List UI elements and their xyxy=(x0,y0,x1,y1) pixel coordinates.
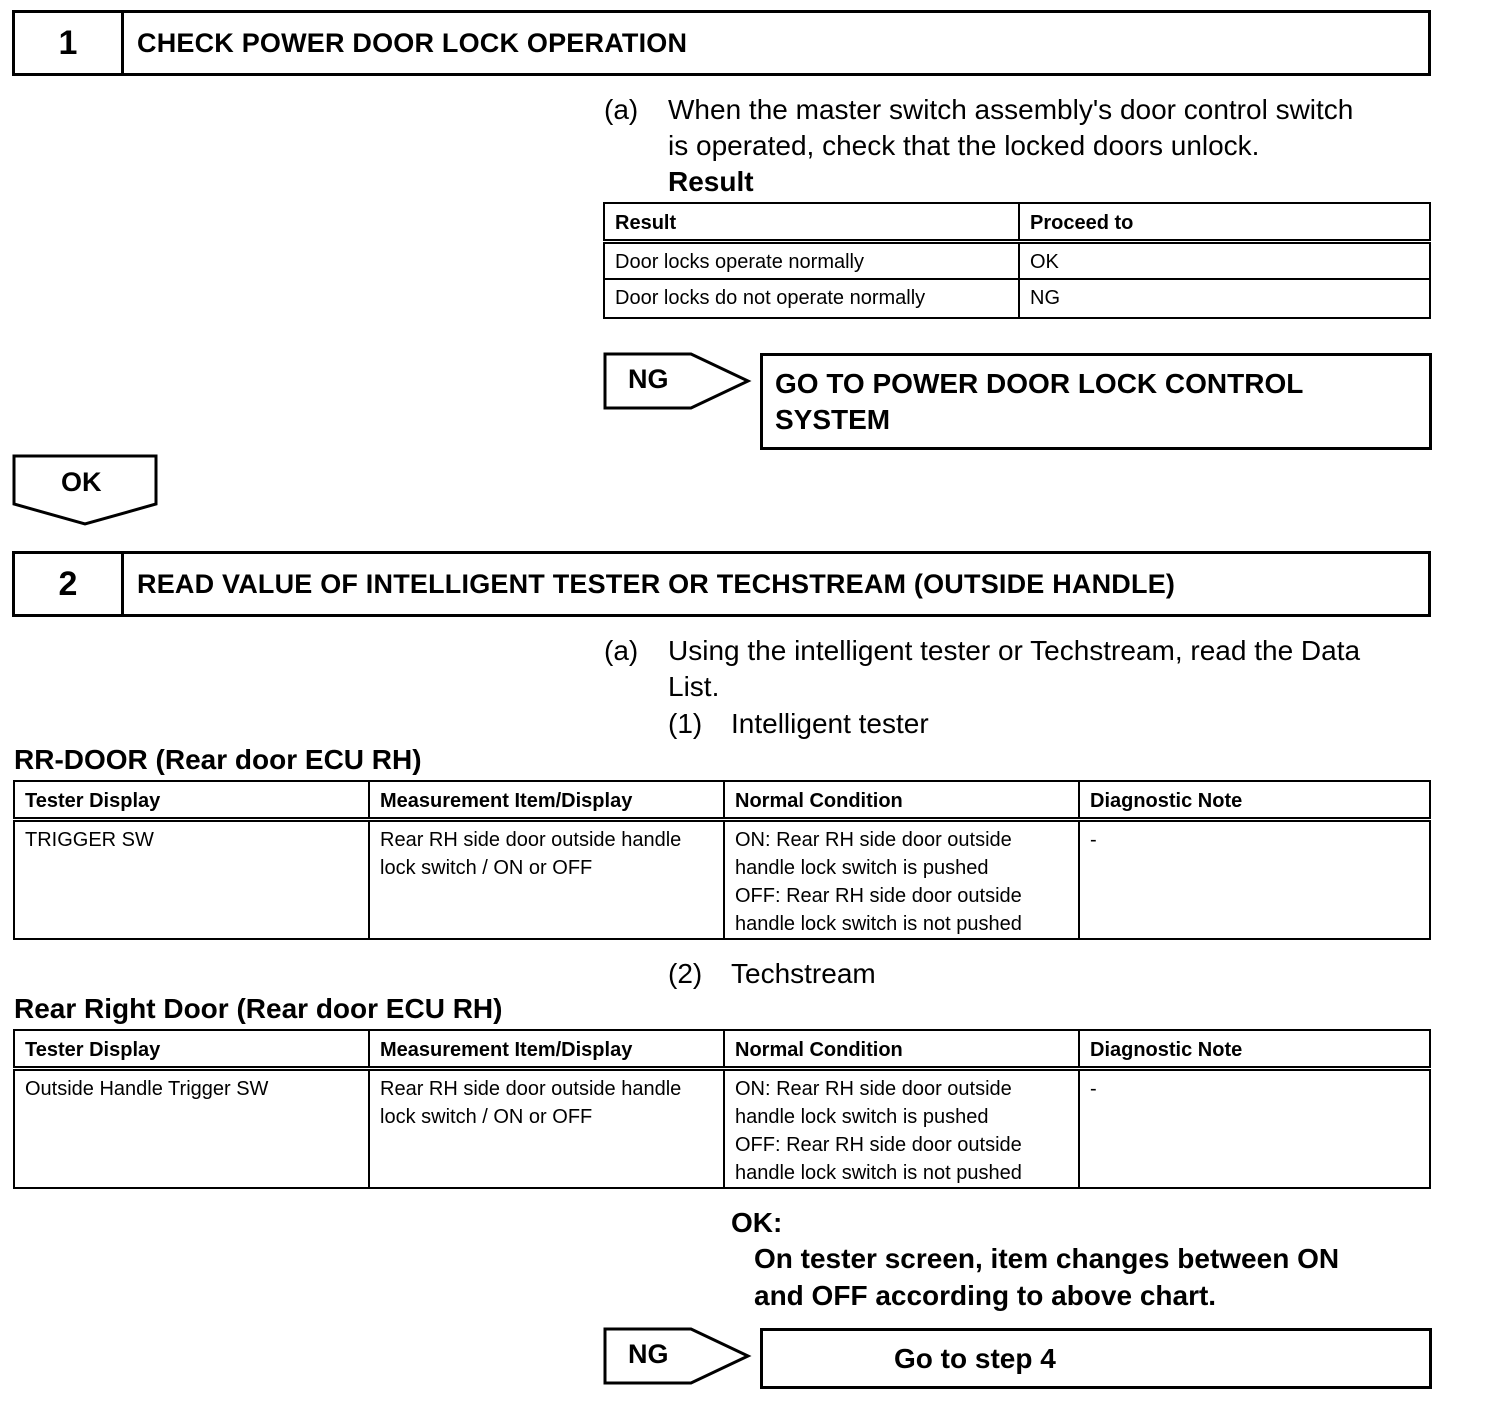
table-row xyxy=(14,819,1430,939)
step2-para-a-marker: (a) xyxy=(604,635,639,666)
diagnostic-note-header: Diagnostic Note xyxy=(1079,781,1430,819)
result-col-header: Result xyxy=(604,203,1019,241)
proceed-cell: OK xyxy=(1019,241,1430,279)
measurement-item-header: Measurement Item/Display xyxy=(369,1030,724,1068)
step2-ng-label: NG xyxy=(628,1339,669,1369)
step1-para-a-line2: is operated, check that the locked doors unlock. xyxy=(668,130,1260,161)
step2-sub2-marker: (2) xyxy=(668,958,703,989)
step1-result-heading: Result xyxy=(668,166,754,197)
table-row xyxy=(604,279,1430,318)
step2-ok-line1: On tester screen, item changes between ON xyxy=(754,1243,1340,1274)
step2-ok-heading: OK: xyxy=(731,1207,783,1238)
ng-arrow-icon xyxy=(603,352,753,410)
measurement-item-cell: Rear RH side door outside handle lock switch / ON or OFF xyxy=(369,1068,724,1188)
tester-display-header: Tester Display xyxy=(14,1030,369,1068)
step2-sub1-text: Intelligent tester xyxy=(731,708,929,739)
step2-sub2-text: Techstream xyxy=(731,958,876,989)
step2-ng-dest-text: Go to step 4 xyxy=(894,1343,1056,1374)
step1-para-a-marker: (a) xyxy=(604,94,639,125)
step1-ng-destination[interactable] xyxy=(760,353,1432,450)
step2-para-a-line2: List. xyxy=(668,671,720,702)
proceed-col-header: Proceed to xyxy=(1019,203,1430,241)
table2-title: Rear Right Door (Rear door ECU RH) xyxy=(14,993,503,1024)
data-list-table-techstream xyxy=(13,1029,1431,1189)
tester-display-cell: TRIGGER SW xyxy=(14,819,369,939)
table-row xyxy=(604,241,1430,279)
step1-title: CHECK POWER DOOR LOCK OPERATION xyxy=(137,27,688,58)
tester-display-cell: Outside Handle Trigger SW xyxy=(14,1068,369,1188)
step2-ng-destination[interactable] xyxy=(760,1328,1432,1389)
result-cell: Door locks operate normally xyxy=(604,241,1019,279)
diagnostic-note-cell: - xyxy=(1079,819,1430,939)
step2-sub1-marker: (1) xyxy=(668,708,703,739)
data-list-table-intelligent-tester xyxy=(13,780,1431,940)
diagnostic-note-cell: - xyxy=(1079,1068,1430,1188)
table1-title: RR-DOOR (Rear door ECU RH) xyxy=(14,744,422,775)
step2-ok-line2: and OFF according to above chart. xyxy=(754,1280,1217,1311)
step1-ng-label: NG xyxy=(628,364,669,394)
ng-arrow-icon xyxy=(603,1327,753,1385)
normal-condition-header: Normal Condition xyxy=(724,1030,1079,1068)
step1-header xyxy=(12,10,1431,76)
step1-ng-dest-line2: SYSTEM xyxy=(775,404,891,435)
step1-number: 1 xyxy=(15,13,124,73)
normal-condition-header: Normal Condition xyxy=(724,781,1079,819)
result-table xyxy=(603,202,1431,319)
step2-number: 2 xyxy=(15,554,124,614)
step2-header xyxy=(12,551,1431,617)
step1-ng-dest-line1: GO TO POWER DOOR LOCK CONTROL xyxy=(775,368,1304,399)
diagnostic-note-header: Diagnostic Note xyxy=(1079,1030,1430,1068)
measurement-item-cell: Rear RH side door outside handle lock switch / ON or OFF xyxy=(369,819,724,939)
proceed-cell: NG xyxy=(1019,279,1430,318)
result-cell: Door locks do not operate normally xyxy=(604,279,1019,318)
step1-para-a-line1: When the master switch assembly's door control switch xyxy=(668,94,1354,125)
tester-display-header: Tester Display xyxy=(14,781,369,819)
step1-ok-label: OK xyxy=(61,467,102,497)
measurement-item-header: Measurement Item/Display xyxy=(369,781,724,819)
step2-para-a-line1: Using the intelligent tester or Techstream, read the Data xyxy=(668,635,1361,666)
normal-condition-cell: ON: Rear RH side door outside handle lock switch is pushed OFF: Rear RH side door outside handle lock switch is not pushed xyxy=(724,1068,1079,1188)
step2-title: READ VALUE OF INTELLIGENT TESTER OR TECHSTREAM (OUTSIDE HANDLE) xyxy=(137,568,1176,599)
normal-condition-cell: ON: Rear RH side door outside handle lock switch is pushed OFF: Rear RH side door outside handle lock switch is not pushed xyxy=(724,819,1079,939)
table-row xyxy=(14,1068,1430,1188)
